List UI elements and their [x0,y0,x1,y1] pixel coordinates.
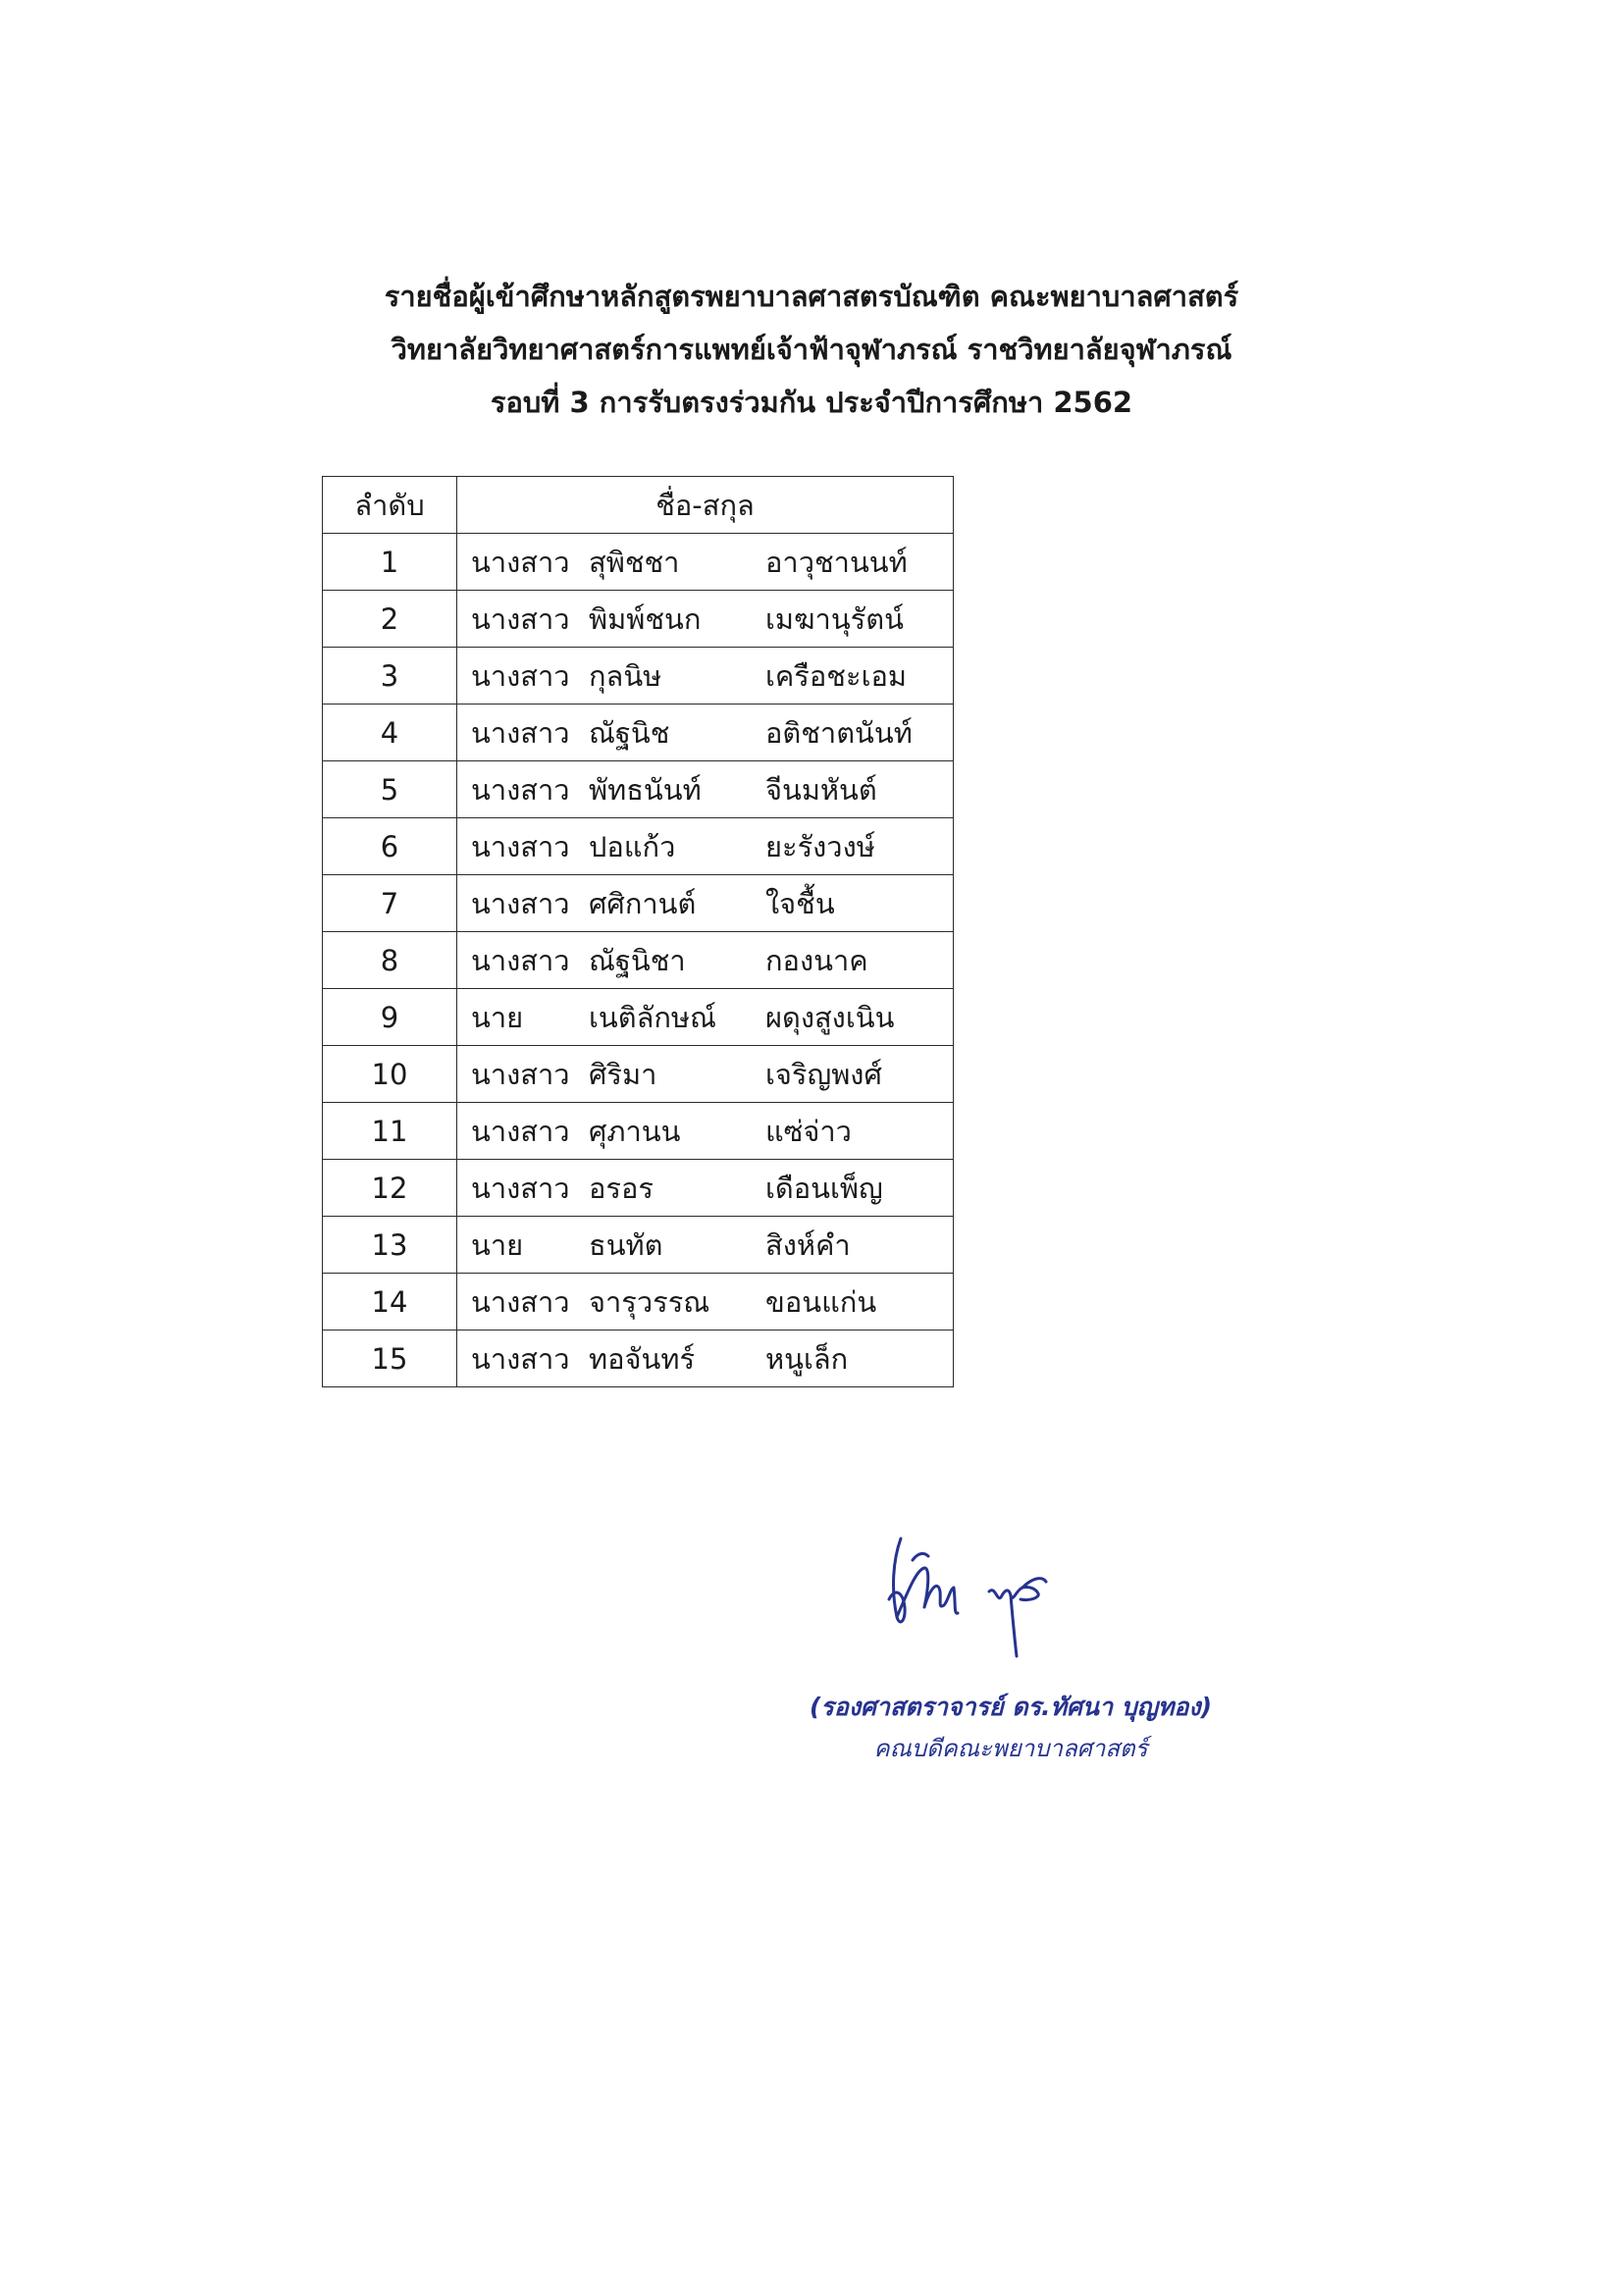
row-number: 11 [323,1103,457,1160]
row-number: 6 [323,818,457,875]
row-number: 3 [323,648,457,704]
first-name: พิมพ์ชนก [589,601,702,636]
table-row [323,1331,954,1387]
name-title: นาย [471,1227,524,1262]
table-row [323,1274,954,1331]
last-name: ขอนแก่น [765,1284,877,1319]
first-name: สุพิชชา [589,545,680,579]
first-name: ปอแก้ว [589,829,676,863]
last-name: เมฆานุรัตน์ [765,601,904,636]
table-row [323,591,954,648]
row-number: 7 [323,875,457,932]
last-name: ยะรังวงษ์ [765,829,875,863]
first-name: พัทธนันท์ [589,772,702,807]
name-title: นางสาว [471,829,570,863]
name-title: นาย [471,1000,524,1034]
last-name: จีนมหันต์ [765,772,877,807]
row-number: 15 [323,1331,457,1387]
table-row [323,534,954,591]
row-number: 8 [323,932,457,989]
name-title: นางสาว [471,545,570,579]
first-name: ธนทัต [589,1227,663,1262]
student-full-name [457,818,954,875]
table-row [323,1160,954,1217]
table-row [323,1103,954,1160]
student-full-name [457,1274,954,1331]
row-number: 10 [323,1046,457,1103]
header-line-3: รอบที่ 3 การรับตรงร่วมกัน ประจำปีการศึกษา 2562 [490,386,1133,419]
student-full-name [457,1046,954,1103]
student-full-name [457,989,954,1046]
first-name: ทอจันทร์ [589,1341,696,1376]
name-title: นางสาว [471,658,570,693]
header-line-2: วิทยาลัยวิทยาศาสตร์การแพทย์เจ้าฟ้าจุฬาภรณ์ ราชวิทยาลัยจุฬาภรณ์ [391,333,1232,366]
document-header [0,277,1623,436]
student-full-name [457,534,954,591]
last-name: ผดุงสูงเนิน [765,1000,895,1034]
signer-position: คณบดีคณะพยาบาลศาสตร์ [873,1735,1148,1762]
name-title: นางสาว [471,1341,570,1376]
column-header-name: ชื่อ-สกุล [457,477,954,534]
name-title: นางสาว [471,1114,570,1148]
header-line-1: รายชื่อผู้เข้าศึกษาหลักสูตรพยาบาลศาสตรบัณฑิต คณะพยาบาลศาสตร์ [384,280,1239,313]
row-number: 13 [323,1217,457,1274]
row-number: 14 [323,1274,457,1331]
last-name: เดือนเพ็ญ [765,1171,883,1205]
row-number: 4 [323,704,457,761]
table-row [323,1217,954,1274]
signer-name: (รองศาสตราจารย์ ดร.ทัศนา บุญทอง) [809,1693,1213,1721]
last-name: แซ่จ่าว [765,1114,852,1148]
name-title: นางสาว [471,886,570,920]
name-title: นางสาว [471,1057,570,1091]
student-list-table [322,476,954,1387]
student-full-name [457,591,954,648]
student-full-name [457,875,954,932]
student-full-name [457,648,954,704]
row-number: 5 [323,761,457,818]
table-row [323,932,954,989]
student-full-name [457,761,954,818]
table-body [323,534,954,1387]
row-number: 2 [323,591,457,648]
row-number: 9 [323,989,457,1046]
table-row [323,989,954,1046]
name-title: นางสาว [471,715,570,750]
first-name: อรอร [589,1171,654,1205]
name-title: นางสาว [471,943,570,977]
name-title: นางสาว [471,1284,570,1319]
first-name: จารุวรรณ [589,1284,710,1319]
name-title: นางสาว [471,601,570,636]
row-number: 12 [323,1160,457,1217]
last-name: ใจชื้น [765,886,835,920]
signer-block [775,1690,1246,1764]
last-name: เจริญพงศ์ [765,1057,882,1091]
last-name: กองนาค [765,943,868,977]
table-row [323,1046,954,1103]
first-name: เนติลักษณ์ [589,1000,716,1034]
last-name: เครือชะเอม [765,658,908,693]
student-full-name [457,1217,954,1274]
table-row [323,761,954,818]
first-name: ศุภานน [589,1114,681,1148]
table-row [323,648,954,704]
first-name: ศิริมา [589,1057,657,1091]
table-header-row [323,477,954,534]
name-title: นางสาว [471,1171,570,1205]
student-full-name [457,1103,954,1160]
last-name: อติชาตนันท์ [765,715,913,750]
last-name: หนูเล็ก [765,1341,849,1376]
handwritten-signature [873,1531,1119,1668]
last-name: อาวุชานนท์ [765,545,908,579]
student-full-name [457,704,954,761]
row-number: 1 [323,534,457,591]
table-row [323,875,954,932]
name-title: นางสาว [471,772,570,807]
student-full-name [457,932,954,989]
student-full-name [457,1331,954,1387]
table-row [323,704,954,761]
first-name: กุลนิษ [589,658,662,693]
first-name: ศศิกานต์ [589,886,697,920]
first-name: ณัฐนิชา [589,943,686,977]
column-header-number: ลำดับ [323,477,457,534]
last-name: สิงห์คำ [765,1227,851,1262]
first-name: ณัฐนิช [589,715,670,750]
table-row [323,818,954,875]
student-full-name [457,1160,954,1217]
